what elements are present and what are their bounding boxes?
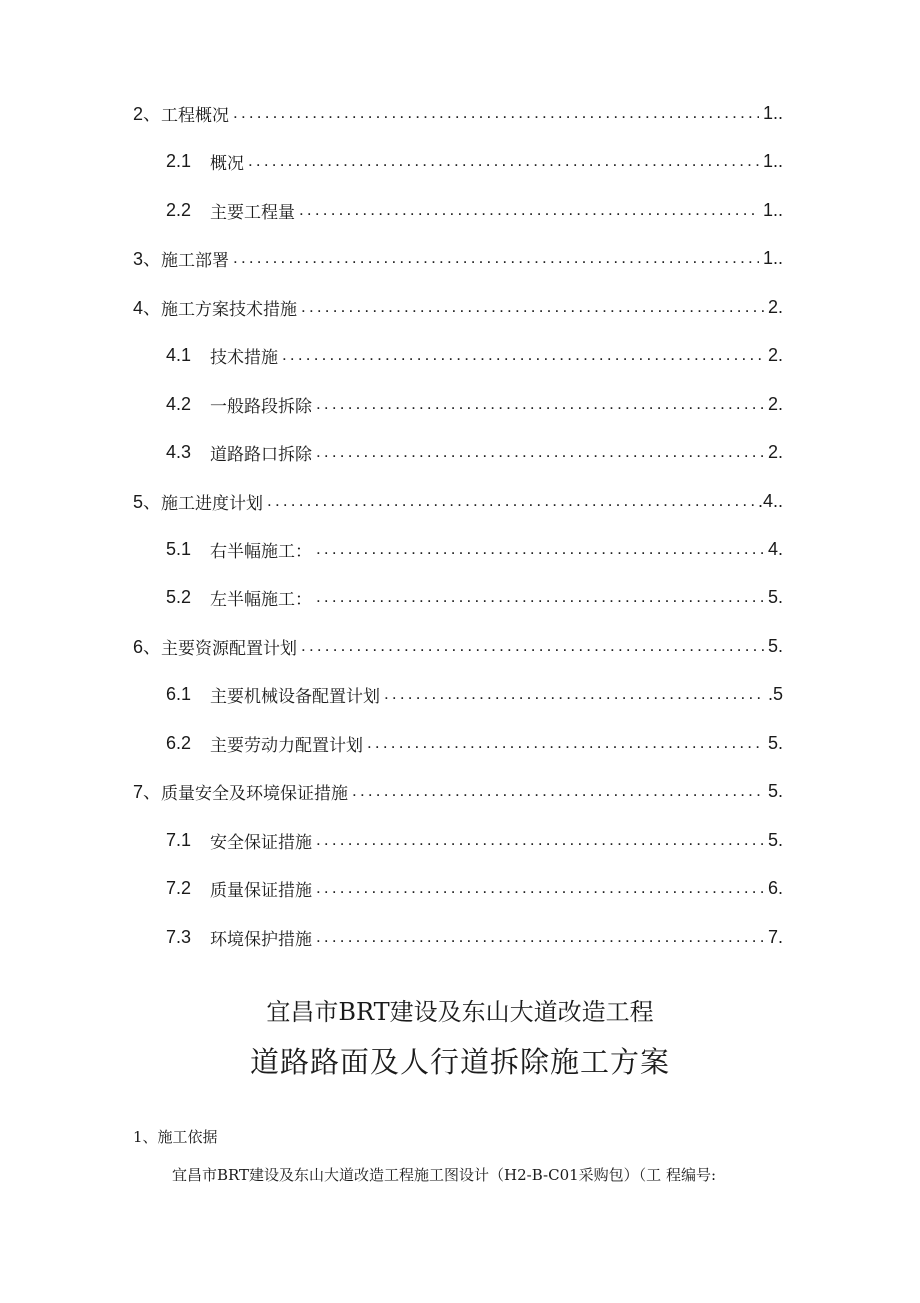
toc-entry[interactable]: [166, 922, 783, 952]
toc-entry[interactable]: [166, 534, 783, 564]
toc-leader-dots: [316, 587, 764, 607]
toc-number: 7、: [133, 782, 162, 802]
toc-entry[interactable]: [133, 631, 783, 661]
toc-title: 道路路口拆除: [210, 444, 312, 465]
toc-title: 施工部署: [161, 250, 230, 271]
toc-title: 环境保护措施: [210, 929, 312, 950]
toc-entry[interactable]: [133, 776, 783, 806]
toc-leader-dots: [316, 394, 764, 414]
toc-entry[interactable]: [166, 825, 783, 855]
toc-entry[interactable]: [166, 582, 783, 612]
toc-title: 右半幅施工：: [210, 541, 312, 562]
toc-entry[interactable]: [166, 728, 783, 758]
toc-page-number: .4..: [757, 490, 783, 511]
toc-title: 概况: [210, 153, 244, 174]
toc-title: 主要劳动力配置计划: [210, 735, 363, 756]
toc-leader-dots: [299, 200, 759, 220]
toc-leader-dots: [316, 830, 764, 850]
toc-number: 4.2: [166, 393, 192, 414]
toc-number: 4、: [133, 298, 162, 318]
toc-page-number: 4.: [767, 538, 783, 559]
toc-leader-dots: [316, 927, 764, 947]
toc-title: 技术措施: [210, 347, 278, 368]
toc-number: 6.1: [166, 683, 192, 704]
toc-page-number: 1..: [762, 247, 783, 268]
toc-entry[interactable]: [133, 243, 783, 273]
toc-number: 4.1: [166, 344, 192, 365]
section-heading: 1、施工依据: [133, 1128, 218, 1146]
toc-entry[interactable]: [166, 679, 783, 709]
toc-number: 6.2: [166, 732, 192, 753]
toc-number: 2、: [133, 104, 162, 124]
toc-page-number: 1..: [762, 102, 783, 123]
toc-page-number: 2.: [767, 393, 783, 414]
toc-leader-dots: [301, 297, 764, 317]
toc-leader-dots: [352, 781, 764, 801]
toc-leader-dots: [367, 733, 764, 753]
toc-entry[interactable]: [166, 340, 783, 370]
document-title-line-2: 道路路面及人行道拆除施工方案: [249, 1045, 670, 1079]
toc-page-number: 1..: [762, 199, 783, 220]
toc-number: 5.1: [166, 538, 192, 559]
toc-entry[interactable]: [133, 98, 783, 128]
toc-number: 5、: [133, 492, 162, 512]
toc-leader-dots: [233, 248, 759, 268]
toc-title: 主要机械设备配置计划: [210, 686, 380, 707]
toc-page-number: 5.: [767, 829, 783, 850]
toc-title: 安全保证措施: [210, 832, 312, 853]
toc-page-number: 2.: [767, 441, 783, 462]
toc-page-number: 1..: [762, 150, 783, 171]
toc-title: 工程概况: [161, 105, 230, 126]
toc-title: 施工进度计划: [161, 493, 264, 514]
toc-number: 6、: [133, 637, 162, 657]
toc-leader-dots: [301, 636, 764, 656]
toc-number: 2.1: [166, 150, 192, 171]
toc-number: 5.2: [166, 586, 192, 607]
toc-page-number: 7.: [767, 926, 783, 947]
toc-leader-dots: [233, 103, 759, 123]
toc-leader-dots: [282, 345, 764, 365]
toc-entry[interactable]: [133, 292, 783, 322]
toc-page-number: 2.: [767, 344, 783, 365]
toc-entry[interactable]: [166, 437, 783, 467]
toc-page-number: 5.: [767, 586, 783, 607]
toc-number: 4.3: [166, 441, 192, 462]
toc-entry[interactable]: [166, 389, 783, 419]
toc-number: 3、: [133, 249, 162, 269]
toc-title: 主要资源配置计划: [161, 638, 298, 659]
document-title-line-1: 宜昌市BRT建设及东山大道改造工程: [266, 998, 654, 1026]
toc-number: 7.1: [166, 829, 192, 850]
toc-page-number: 5.: [767, 780, 783, 801]
toc-leader-dots: [316, 539, 764, 559]
toc-leader-dots: [267, 491, 754, 511]
toc-leader-dots: [316, 442, 764, 462]
toc-page-number: 5.: [767, 635, 783, 656]
toc-page-number: 2.: [767, 296, 783, 317]
toc-leader-dots: [384, 684, 764, 704]
toc-number: 2.2: [166, 199, 192, 220]
toc-title: 左半幅施工：: [210, 589, 312, 610]
toc-title: 质量保证措施: [210, 880, 312, 901]
toc-title: 施工方案技术措施: [161, 299, 298, 320]
toc-entry[interactable]: [166, 873, 783, 903]
toc-entry[interactable]: [166, 195, 783, 225]
toc-leader-dots: [248, 151, 759, 171]
toc-page-number: 6.: [767, 877, 783, 898]
toc-entry[interactable]: [133, 486, 783, 516]
section-body-text: 宜昌市BRT建设及东山大道改造工程施工图设计（H2-B-C01采购包）（工 程编号:: [172, 1166, 717, 1184]
toc-title: 一般路段拆除: [210, 396, 312, 417]
toc-number: 7.2: [166, 877, 192, 898]
toc-entry[interactable]: [166, 146, 783, 176]
toc-page-number: 5.: [767, 732, 783, 753]
toc-title: 主要工程量: [210, 202, 295, 223]
toc-page-number: .5: [767, 683, 783, 704]
toc-number: 7.3: [166, 926, 192, 947]
toc-leader-dots: [316, 878, 764, 898]
toc-title: 质量安全及环境保证措施: [161, 783, 349, 804]
